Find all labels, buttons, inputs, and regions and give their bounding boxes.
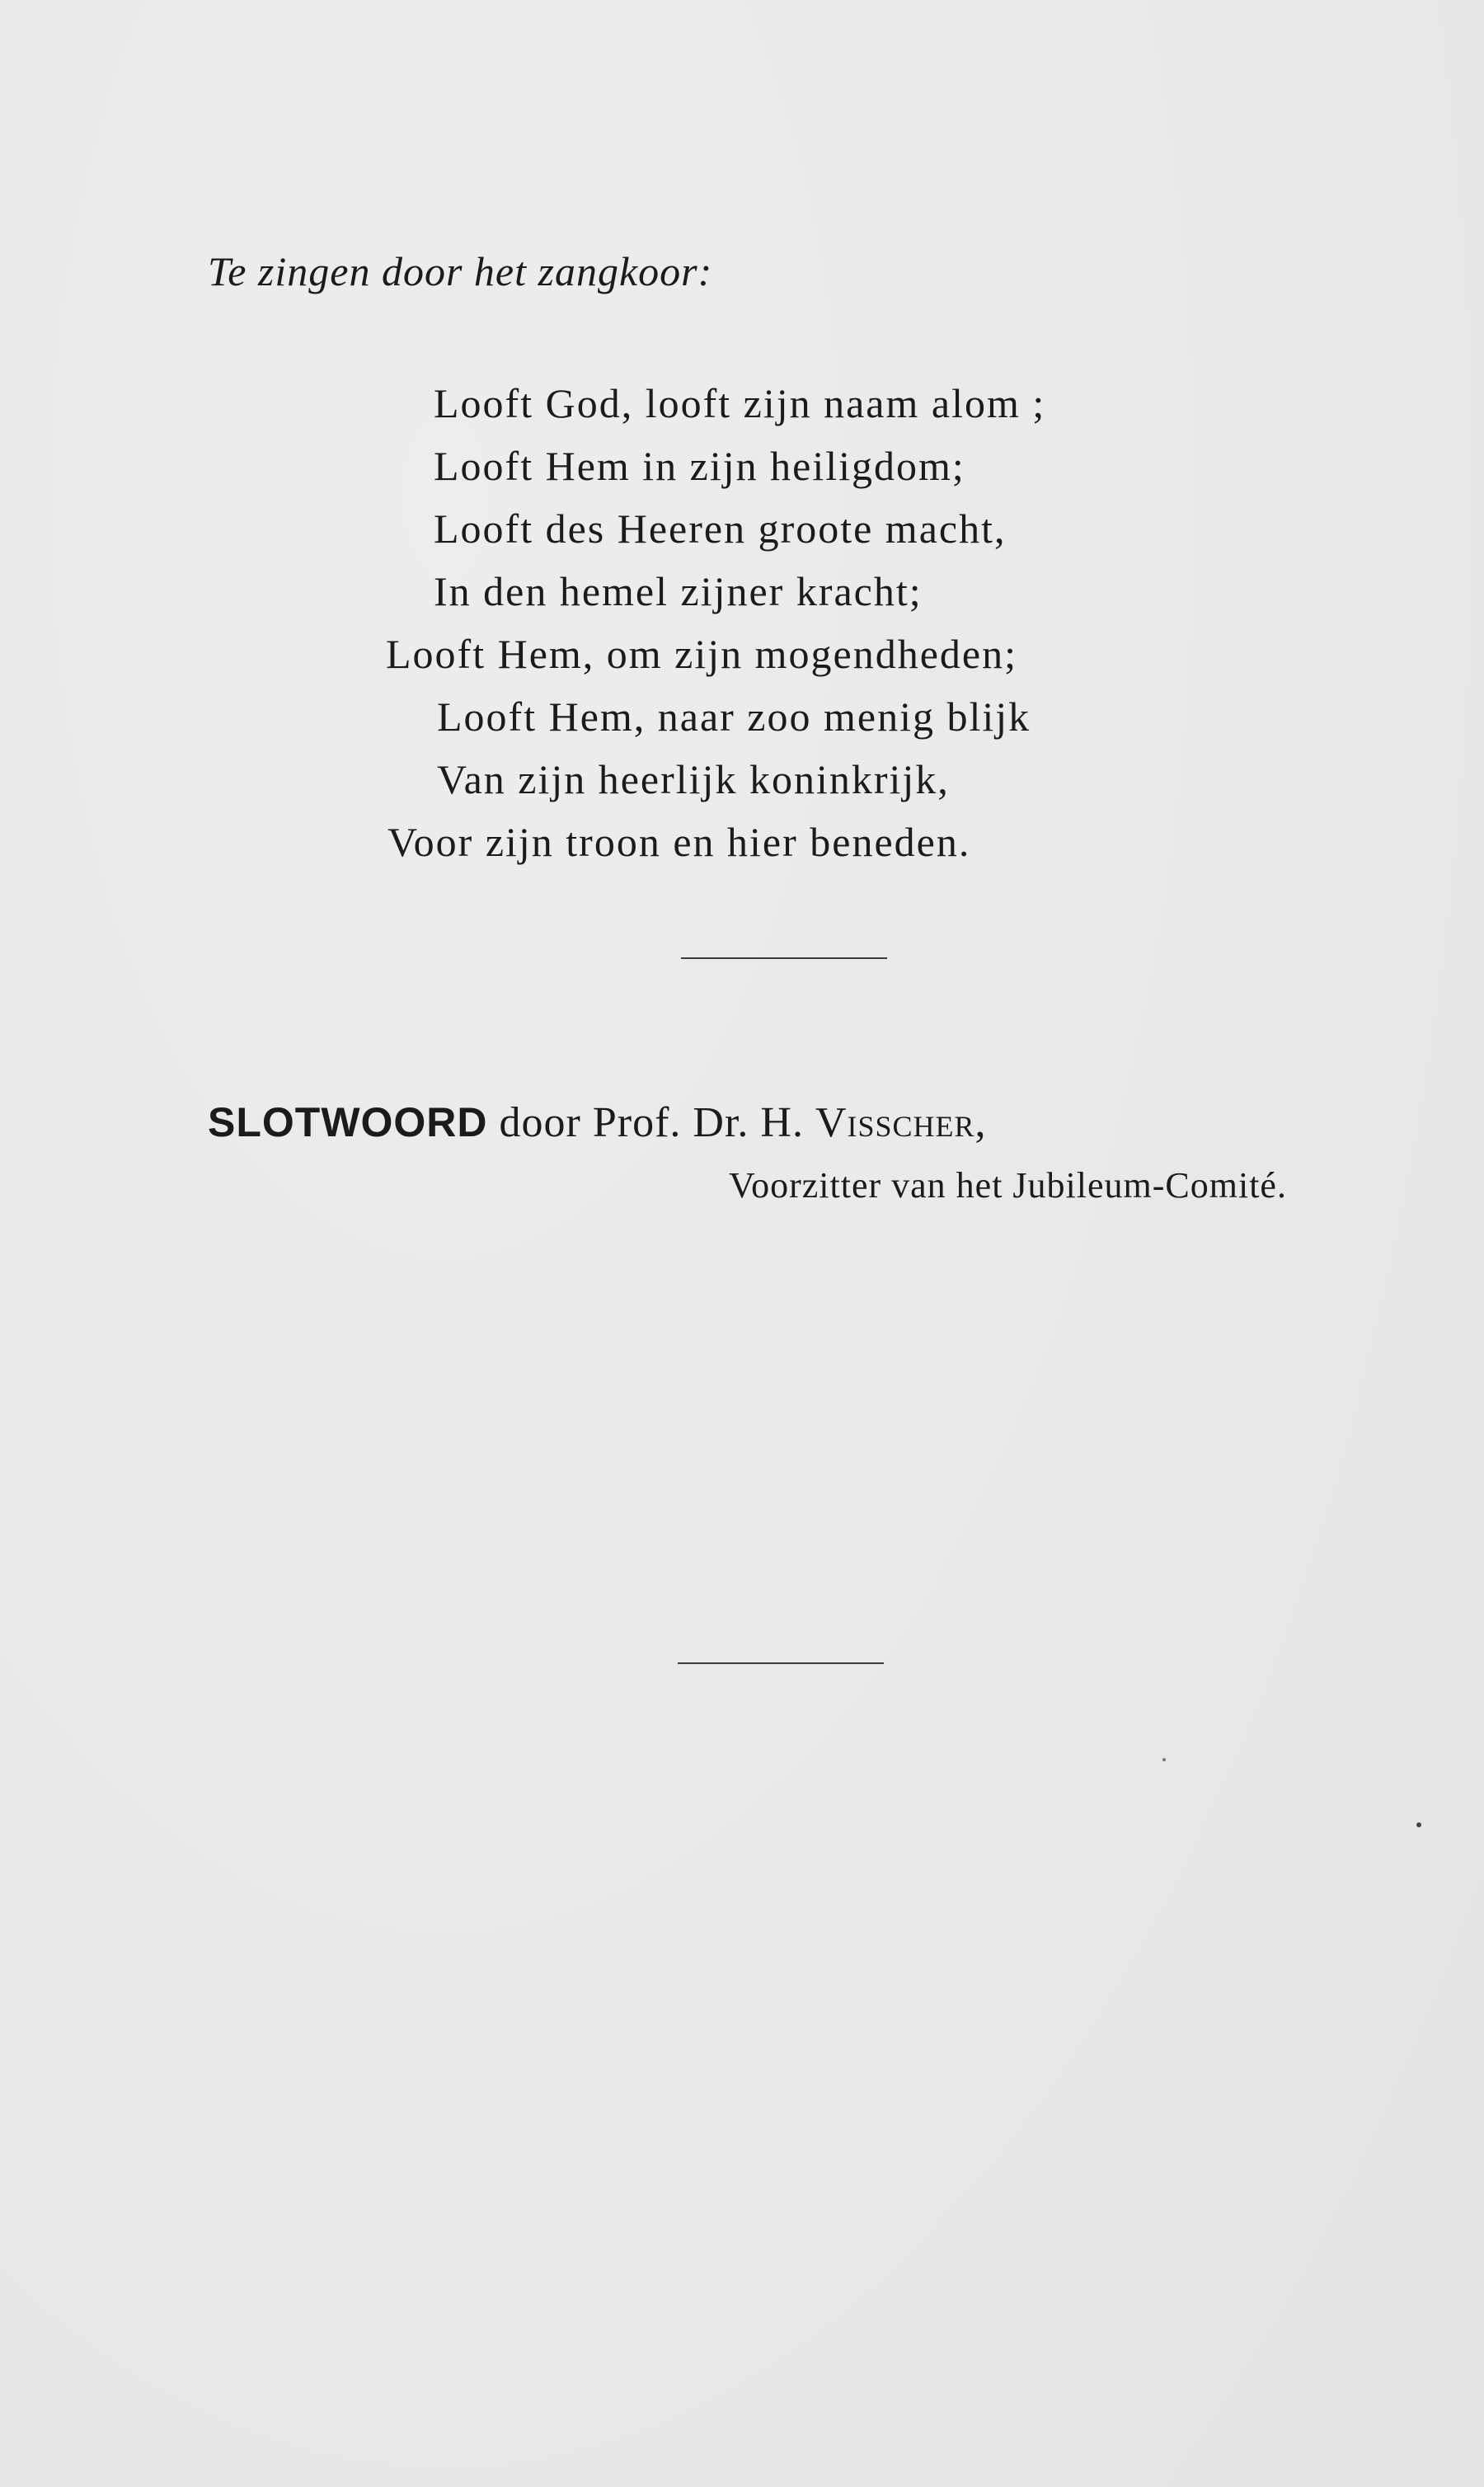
poem-line: Looft Hem in zijn heiligdom; xyxy=(434,443,965,489)
paper-speck xyxy=(1416,1822,1421,1827)
intro-text: Te zingen door het zangkoor: xyxy=(208,248,713,294)
poem-line: Van zijn heerlijk koninkrijk, xyxy=(437,756,950,802)
speaker-name: Visscher, xyxy=(815,1099,987,1146)
speaker-role: Voorzitter van het Jubileum-Comité. xyxy=(729,1165,1287,1206)
paper-speck xyxy=(1162,1758,1166,1761)
closing-heading: SLOTWOORD xyxy=(208,1099,488,1145)
divider-rule xyxy=(681,957,887,959)
poem-line: Looft Hem, om zijn mogendheden; xyxy=(386,631,1018,677)
poem-line: Looft des Heeren groote macht, xyxy=(434,505,1007,552)
divider-rule xyxy=(678,1662,884,1664)
poem-line: Voor zijn troon en hier beneden. xyxy=(387,819,971,865)
poem-line: Looft Hem, naar zoo menig blijk xyxy=(437,693,1031,740)
poem-line: In den hemel zijner kracht; xyxy=(434,568,923,614)
closing-by: door Prof. Dr. H. xyxy=(499,1099,804,1146)
poem-line: Looft God, looft zijn naam alom ; xyxy=(434,380,1046,426)
closing-line xyxy=(208,1098,987,1147)
